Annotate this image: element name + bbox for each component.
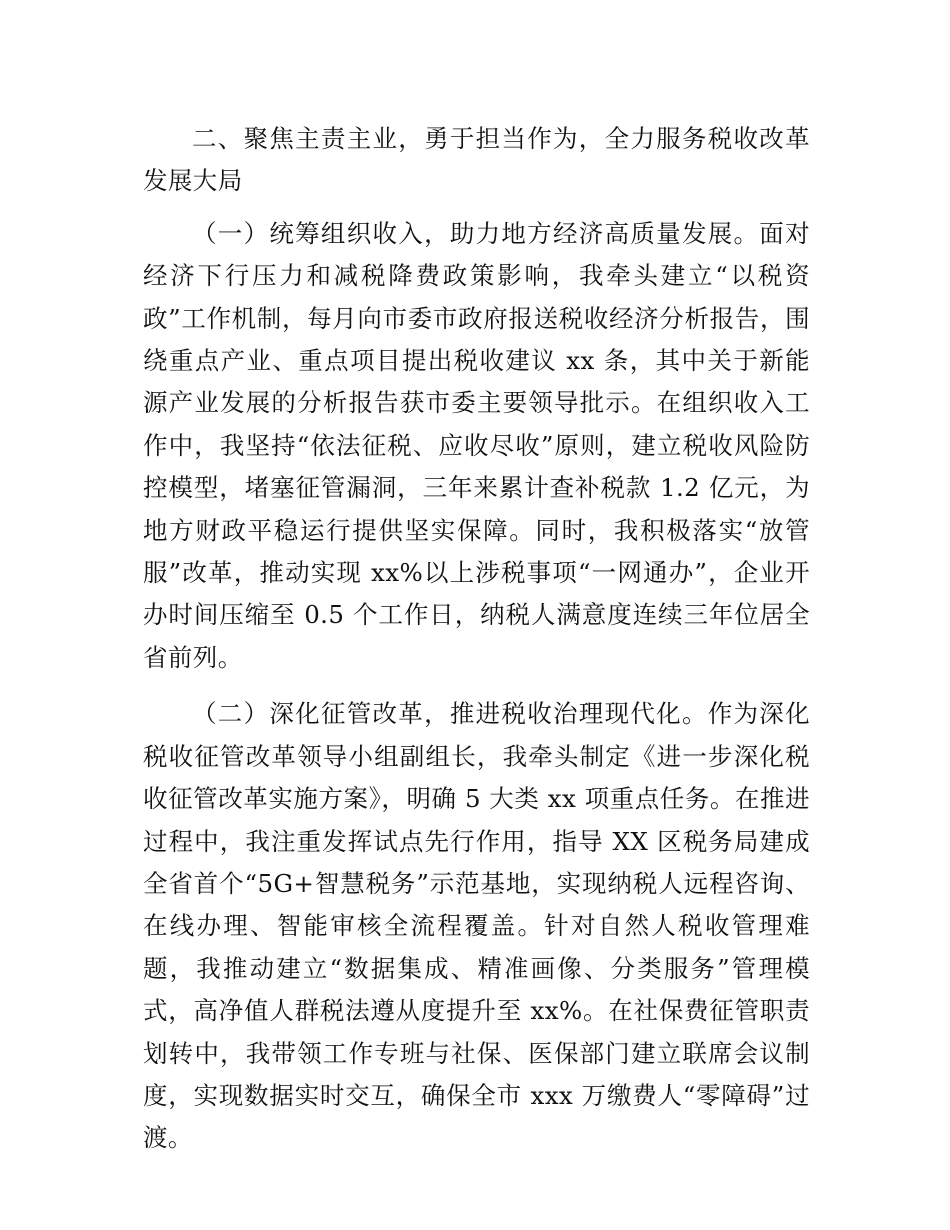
paragraph-reform: （二）深化征管改革，推进税收治理现代化。作为深化税收征管改革领导小组副组长，我牵头制定《进一步深化税收征管改革实施方案》，明确 5 大类 xx 项重点任务。在推进过程中，我注重发挥试点先行作用，指导 XX 区税务局建成全省首个“5G+智慧税务”示范基地，实现纳税人远程咨询、在线办理、智能审核全流程覆盖。针对自然人税收管理难题，我推动建立“数据集成、精准画像、分类服务”管理模式，高净值人群税法遵从度提升至 xx%。在社保费征管职责划转中，我带领工作专班与社保、医保部门建立联席会议制度，实现数据实时交互，确保全市 xxx 万缴费人“零障碍”过渡。 — [143, 699, 810, 1153]
section-heading: 二、聚焦主责主业，勇于担当作为，全力服务税收改革发展大局 — [143, 124, 810, 196]
document-body — [143, 118, 810, 1160]
paragraph-revenue: （一）统筹组织收入，助力地方经济高质量发展。面对经济下行压力和减税降费政策影响，我牵头建立“以税资政”工作机制，每月向市委市政府报送税收经济分析报告，围绕重点产业、重点项目提出税收建议 xx 条，其中关于新能源产业发展的分析报告获市委主要领导批示。在组织收入工作中，我坚持“依法征税、应收尽收”原则，建立税收风险防控模型，堵塞征管漏洞，三年来累计查补税款 1.2 亿元，为地方财政平稳运行提供坚实保障。同时，我积极落实“放管服”改革，推动实现 xx%以上涉税事项“一网通办”，企业开办时间压缩至 0.5 个工作日，纳税人满意度连续三年位居全省前列。 — [143, 218, 810, 672]
